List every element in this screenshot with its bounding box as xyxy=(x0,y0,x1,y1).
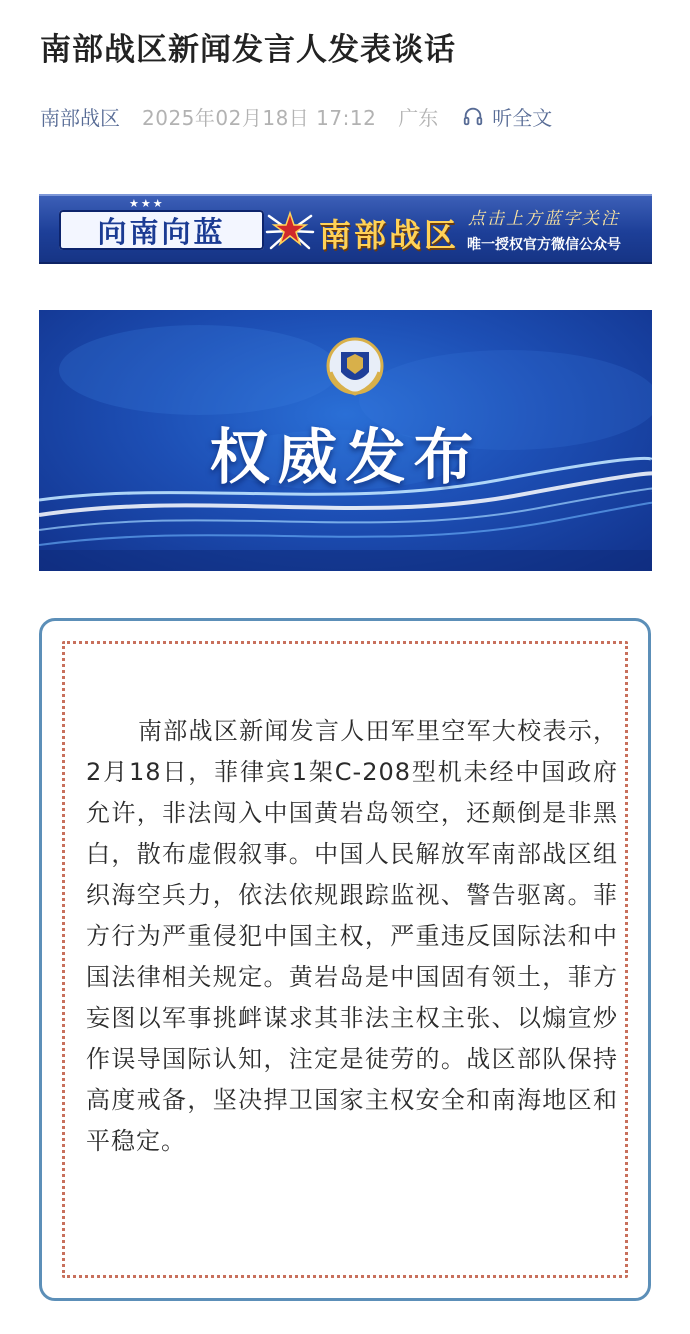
follow-banner[interactable] xyxy=(39,194,652,264)
article-meta xyxy=(40,100,660,132)
banner-follow-text xyxy=(449,204,639,254)
statement-paragraph: 南部战区新闻发言人田军里空军大校表示，2月18日，菲律宾1架C-208型机未经中国政府允许，非法闯入中国黄岩岛领空，还颠倒是非黑白，散布虚假叙事。中国人民解放军南部战区组织海空兵力，依法依规跟踪监视、警告驱离。菲方行为严重侵犯中国主权，严重违反国际法和中国法律相关规定。黄岩岛是中国固有领土，菲方妄图以军事挑衅谋求其非法主权主张、以煽宣炒作误导国际认知，注定是徒劳的。战区部队保持高度戒备，坚决捍卫国家主权安全和南海地区和平稳定。 xyxy=(86,717,618,1155)
banner-stars: ★★★ xyxy=(129,197,165,210)
headphones-icon xyxy=(462,105,484,127)
theater-command-emblem-icon xyxy=(325,332,385,402)
statement-card xyxy=(39,618,651,1301)
listen-label: 听全文 xyxy=(492,105,553,130)
banner-official-note: 唯一授权官方微信公众号 xyxy=(467,237,621,253)
account-name-link[interactable]: 南部战区 xyxy=(40,105,120,130)
banner-name: 南部战区 xyxy=(319,216,460,254)
banner-slogan: 向南向蓝 xyxy=(59,210,264,250)
authority-release-title: 权威发布 xyxy=(209,423,482,493)
listen-full-text-button[interactable] xyxy=(462,102,552,131)
article-title: 南部战区新闻发言人发表谈话 xyxy=(40,32,456,68)
banner-follow-hint: 点击上方蓝字关注 xyxy=(468,209,620,229)
army-emblem-icon xyxy=(265,206,315,256)
authority-release-banner xyxy=(39,310,652,571)
publish-location: 广东 xyxy=(398,105,439,130)
publish-time: 2025年02月18日 17:12 xyxy=(142,105,377,130)
